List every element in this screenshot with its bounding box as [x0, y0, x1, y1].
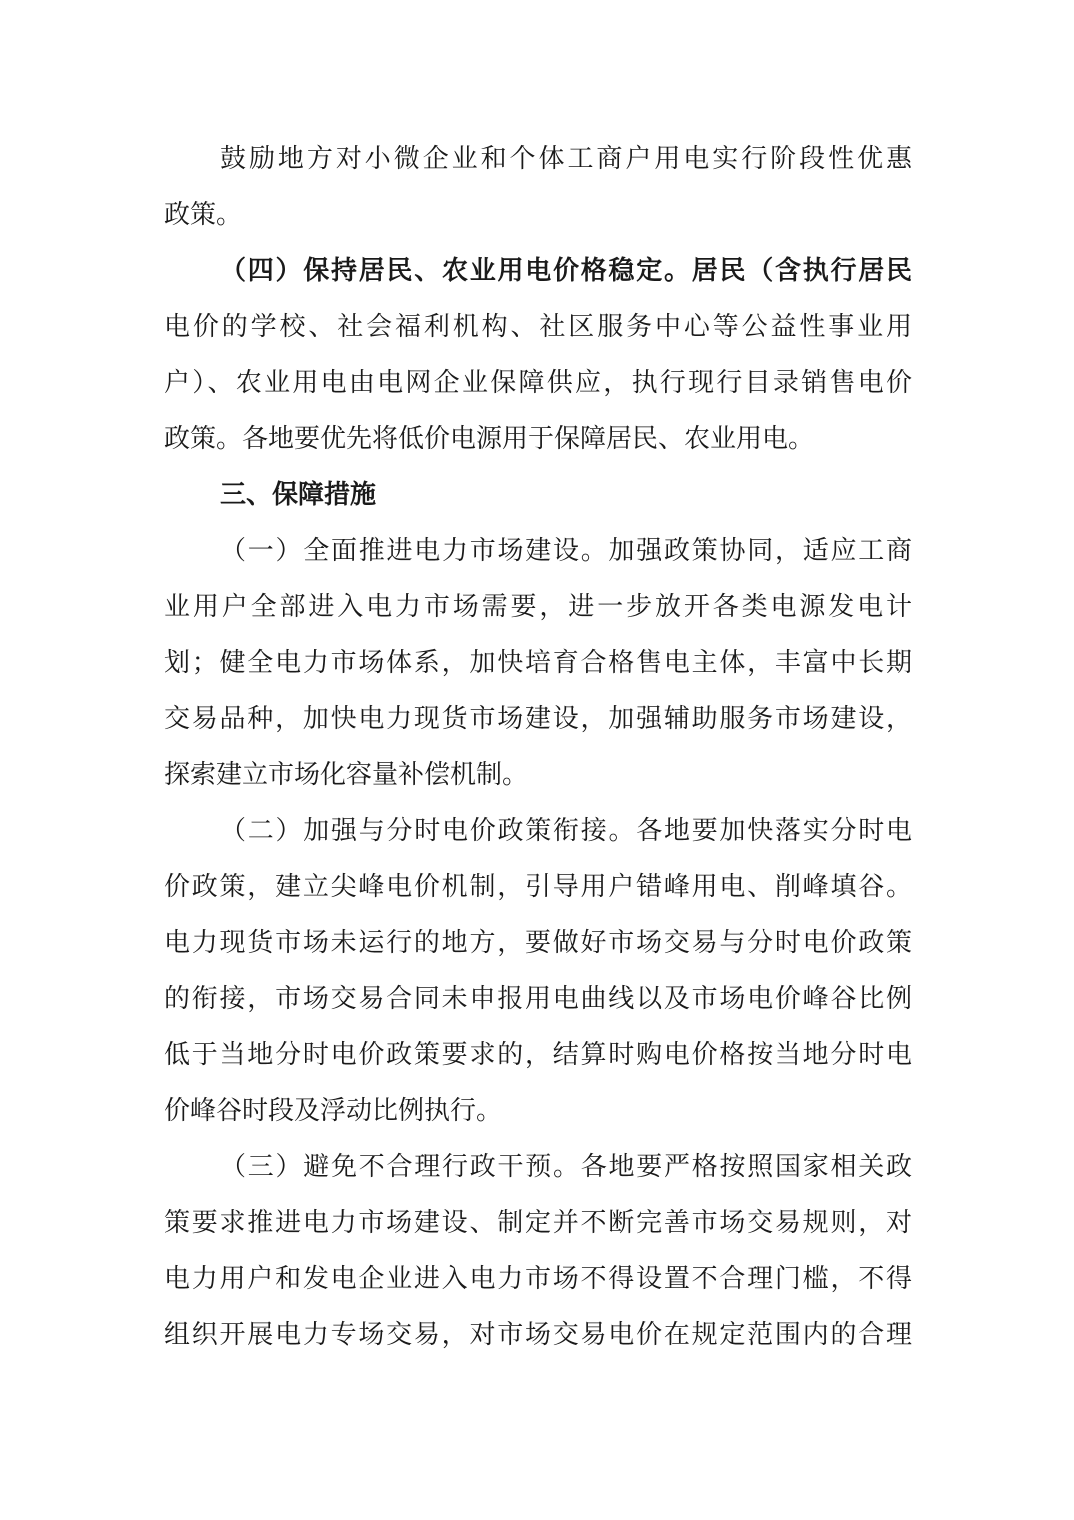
paragraph-line: 电价的学校、社会福利机构、社区服务中心等公益性事业用 — [164, 312, 912, 342]
paragraph-line: 策要求推进电力市场建设、制定并不断完善市场交易规则，对 — [164, 1208, 912, 1238]
paragraph-line: （四）保持居民、农业用电价格稳定。居民（含执行居民 — [220, 256, 912, 286]
paragraph-line: 业用户全部进入电力市场需要，进一步放开各类电源发电计 — [164, 592, 912, 622]
paragraph-line: （二）加强与分时电价政策衔接。各地要加快落实分时电 — [220, 816, 912, 846]
section-heading: 三、保障措施 — [220, 480, 377, 510]
paragraph-line: 电力现货市场未运行的地方，要做好市场交易与分时电价政策 — [164, 928, 912, 958]
paragraph-line: 探索建立市场化容量补偿机制。 — [164, 760, 529, 790]
paragraph-line: （一）全面推进电力市场建设。加强政策协同，适应工商 — [220, 536, 912, 566]
paragraph-line: 组织开展电力专场交易，对市场交易电价在规定范围内的合理 — [164, 1320, 912, 1350]
paragraph-line: 政策。各地要优先将低价电源用于保障居民、农业用电。 — [164, 424, 815, 454]
paragraph-line: 户）、农业用电由电网企业保障供应，执行现行目录销售电价 — [164, 368, 912, 398]
paragraph-line: 划；健全电力市场体系，加快培育合格售电主体，丰富中长期 — [164, 648, 912, 678]
paragraph-line: 交易品种，加快电力现货市场建设，加强辅助服务市场建设， — [164, 704, 912, 734]
paragraph-line: 的衔接，市场交易合同未申报用电曲线以及市场电价峰谷比例 — [164, 984, 912, 1014]
paragraph-line: （三）避免不合理行政干预。各地要严格按照国家相关政 — [220, 1152, 912, 1182]
paragraph-line: 鼓励地方对小微企业和个体工商户用电实行阶段性优惠 — [220, 144, 912, 174]
paragraph-line: 价峰谷时段及浮动比例执行。 — [164, 1096, 503, 1126]
paragraph-line: 低于当地分时电价政策要求的，结算时购电价格按当地分时电 — [164, 1040, 912, 1070]
paragraph-line: 电力用户和发电企业进入电力市场不得设置不合理门槛，不得 — [164, 1264, 912, 1294]
paragraph-line: 政策。 — [164, 200, 243, 230]
paragraph-line: 价政策，建立尖峰电价机制，引导用户错峰用电、削峰填谷。 — [164, 872, 912, 902]
